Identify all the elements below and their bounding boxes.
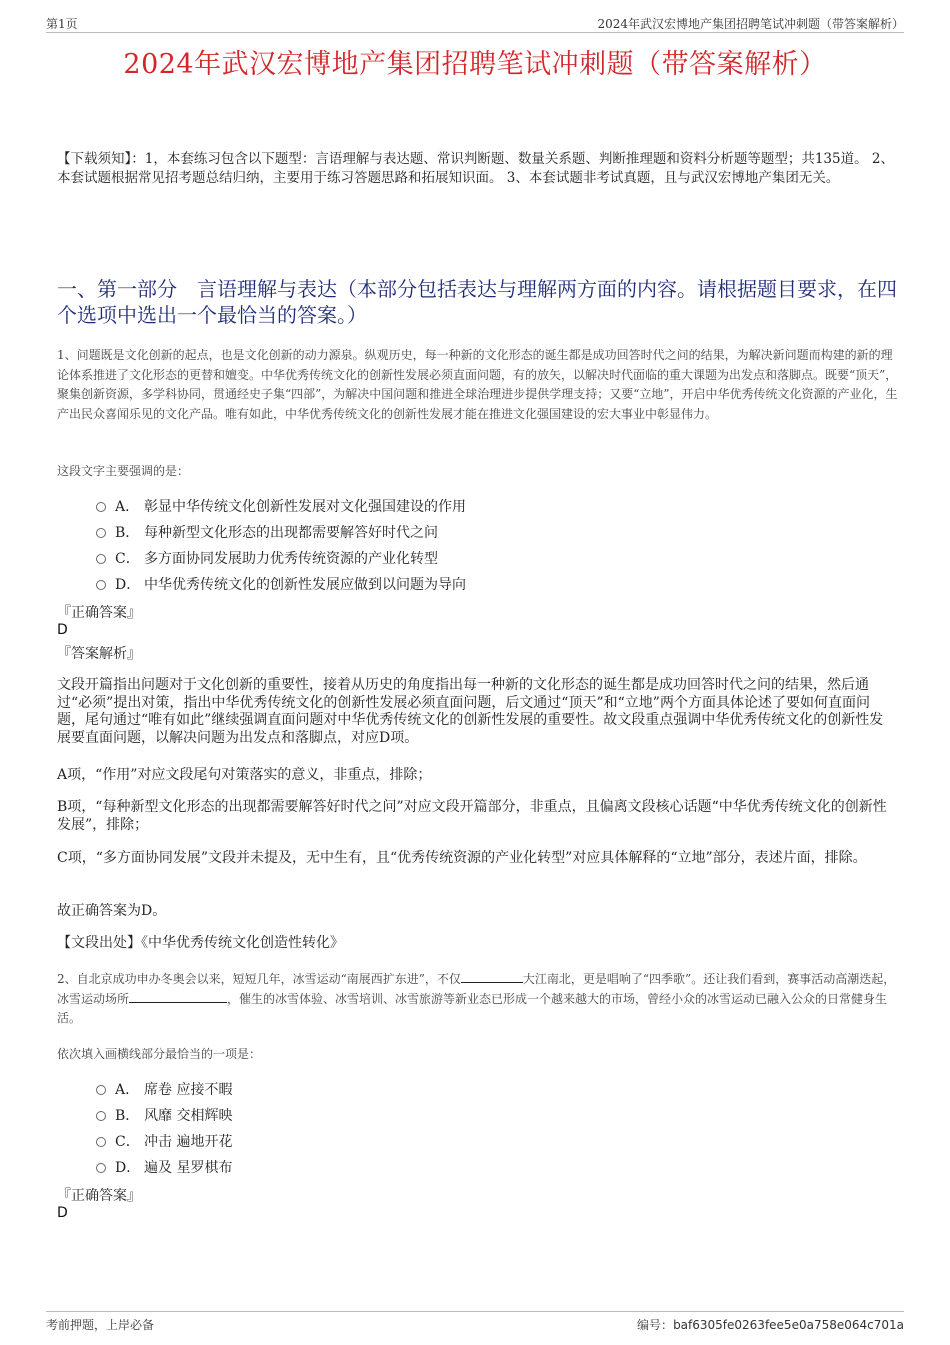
q2-prompt: 依次填入画横线部分最恰当的一项是： [57, 1047, 262, 1061]
option-letter: B． [115, 525, 140, 541]
option-letter: D． [115, 1160, 141, 1176]
page-footer [46, 1311, 904, 1334]
q1-conclusion: 故正确答案为D。 [57, 903, 167, 919]
q2-answer: D [57, 1205, 68, 1221]
q2-passage-part-a: 2、自北京成功申办冬奥会以来，短短几年，冰雪运动“南展西扩东进”，不仅 [57, 972, 461, 986]
option-text: 中华优秀传统文化的创新性发展应做到以问题为导向 [144, 577, 466, 593]
code-value: baf6305fe0263fee5e0a758e064c701a [673, 1318, 904, 1332]
option-letter: A． [115, 1082, 140, 1098]
header-doc-title: 2024年武汉宏博地产集团招聘笔试冲刺题（带答案解析） [597, 17, 904, 31]
q1-source: 【文段出处】《中华优秀传统文化创造性转化》 [57, 935, 344, 951]
q1-passage: 1、问题既是文化创新的起点，也是文化创新的动力源泉。纵观历史，每一种新的文化形态的诞生都是成功回答时代之问的结果，为解决新问题而构建的新的理论体系推进了文化形态的更替和嬗变。中华优秀传统文化的创新性发展必须直面问题，有的放矢，以解决时代面临的重大课题为出发点和落脚点。既要“顶天”，聚集创新资源，多学科协同，贯通经史子集“四部”，为解决中国问题和推进全球治理进步提供学理支持；又要“立地”，开启中华优秀传统文化资源的产业化，生产出民众喜闻乐见的文化产品。唯有如此，中华优秀传统文化的创新性发展才能在推进文化强国建设的宏大事业中彰显伟力。 [57, 348, 898, 421]
q1-analysis-b: B项，“每种新型文化形态的出现都需要解答好时代之问”对应文段开篇部分，非重点，且偏离文段核心话题“中华优秀传统文化的创新性发展”，排除； [57, 799, 887, 833]
footer-slogan: 考前押题，上岸必备 [46, 1318, 155, 1332]
page-number: 第1页 [46, 17, 78, 31]
page-header [46, 12, 904, 33]
option-text: 每种新型文化形态的出现都需要解答好时代之问 [144, 525, 438, 541]
option-letter: B． [115, 1108, 140, 1124]
q2-blank-1 [461, 970, 523, 983]
radio-icon[interactable] [96, 1111, 106, 1121]
q1-answer: D [57, 622, 68, 638]
q2-answer-label: 『正确答案』 [57, 1188, 141, 1204]
option-text: 彰显中华传统文化创新性发展对文化强国建设的作用 [144, 499, 466, 515]
radio-icon[interactable] [96, 580, 106, 590]
option-text: 冲击 遍地开花 [144, 1134, 233, 1150]
footer-code [637, 1316, 904, 1333]
q1-answer-label: 『正确答案』 [57, 605, 141, 621]
option-text: 风靡 交相辉映 [144, 1108, 233, 1124]
radio-icon[interactable] [96, 554, 106, 564]
option-text: 遍及 星罗棋布 [144, 1160, 233, 1176]
q1-analysis-c: C项，“多方面协同发展”文段并未提及，无中生有，且“优秀传统资源的产业化转型”对应具体解释的“立地”部分，表述片面，排除。 [57, 850, 867, 866]
option-letter: C． [115, 551, 140, 567]
radio-icon[interactable] [96, 1137, 106, 1147]
q2-passage-part-c: ，催生的冰雪体验、冰雪培训、冰雪旅游等新业态已形成一个越来越大的市场，曾经小众的冰雪运动已融入公众的日常健身生活。 [57, 991, 888, 1026]
option-text: 多方面协同发展助力优秀传统资源的产业化转型 [144, 551, 438, 567]
code-label: 编号： [637, 1318, 674, 1332]
radio-icon[interactable] [96, 1085, 106, 1095]
option-text: 席卷 应接不暇 [144, 1082, 233, 1098]
q2-passage-part-b: 大江南北，更是唱响了“四季歌”。还让我们看到，赛事活动高潮迭起，冰雪运动场所 [57, 972, 896, 1006]
q1-analysis-main: 文段开篇指出问题对于文化创新的重要性，接着从历史的角度指出每一种新的文化形态的诞生都是成功回答时代之问的结果，然后通过“必须”提出对策，指出中华优秀传统文化的创新性发展必须直面问题，后文通过“顶天”和“立地”两个方面具体论述了要如何直面问题，尾句通过“唯有如此”继续强调直面问题对中华优秀传统文化的创新性发展的重要性。故文段重点强调中华优秀传统文化的创新性发展要直面问题，以解决问题为出发点和落脚点，对应D项。 [57, 677, 884, 746]
option-letter: A． [115, 499, 140, 515]
q1-prompt: 这段文字主要强调的是： [57, 464, 190, 478]
page-title: 2024年武汉宏博地产集团招聘笔试冲刺题（带答案解析） [123, 49, 827, 80]
radio-icon[interactable] [96, 528, 106, 538]
q2-blank-2 [129, 990, 227, 1003]
q2-passage [57, 970, 899, 1029]
q1-analysis-label: 『答案解析』 [57, 646, 141, 662]
option-letter: C． [115, 1134, 140, 1150]
radio-icon[interactable] [96, 502, 106, 512]
section-title: 一、第一部分 言语理解与表达（本部分包括表达与理解两方面的内容。请根据题目要求，在四个选项中选出一个最恰当的答案。） [57, 277, 897, 327]
option-letter: D． [115, 577, 141, 593]
download-notice: 【下载须知】：1，本套练习包含以下题型：言语理解与表达题、常识判断题、数量关系题、判断推理题和资料分析题等题型；共135道。 2、本套试题根据常见招考题总结归纳，主要用于练习答题思路和拓展知识面。 3、本套试题非考试真题，且与武汉宏博地产集团无关。 [57, 151, 894, 186]
radio-icon[interactable] [96, 1163, 106, 1173]
q1-analysis-a: A项，“作用”对应文段尾句对策落实的意义，非重点，排除； [57, 767, 432, 783]
